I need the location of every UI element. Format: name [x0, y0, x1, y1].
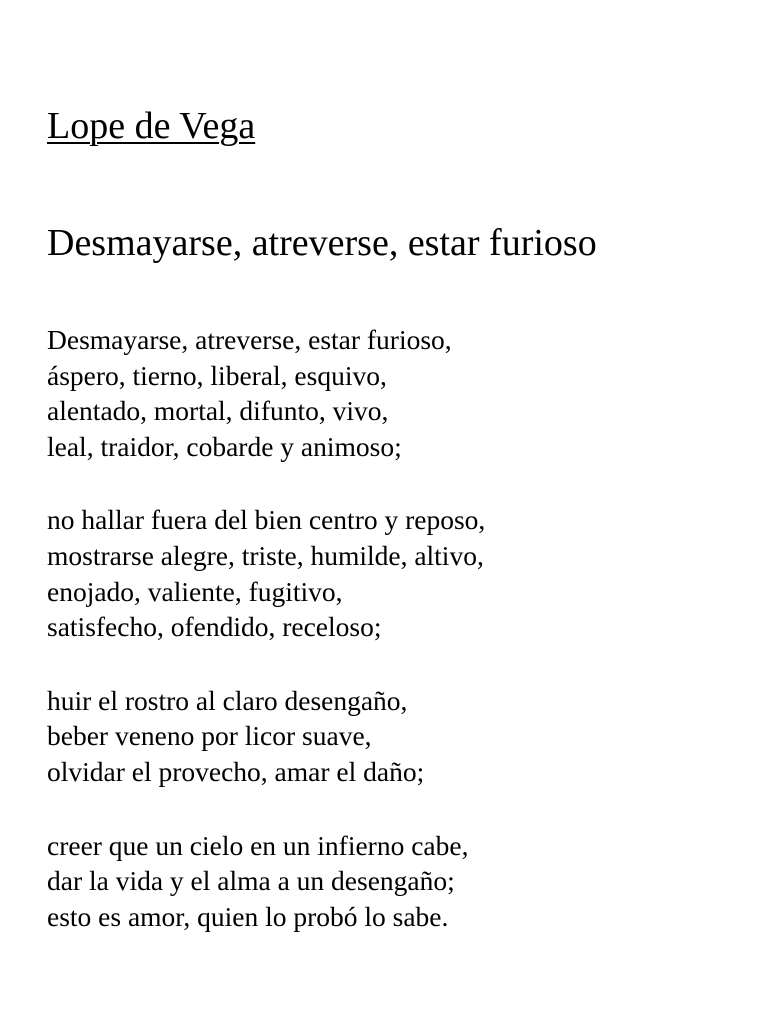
poem-line: áspero, tierno, liberal, esquivo, — [47, 359, 387, 391]
poem-line: alentado, mortal, difunto, vivo, — [47, 395, 389, 427]
stanza-1 — [47, 322, 747, 464]
poem-line: beber veneno por licor suave, — [47, 720, 372, 752]
stanza-2 — [47, 502, 747, 644]
poem-line: dar la vida y el alma a un desengaño; — [47, 865, 455, 897]
poem-line: enojado, valiente, fugitivo, — [47, 575, 343, 607]
poem-title: Desmayarse, atreverse, estar furioso — [47, 222, 597, 264]
poem-line: satisfecho, ofendido, receloso; — [47, 611, 382, 643]
poem-line: huir el rostro al claro desengaño, — [47, 684, 408, 716]
poem-line: mostrarse alegre, triste, humilde, altivo, — [47, 539, 484, 571]
author-heading: Lope de Vega — [47, 105, 256, 147]
poem-line: olvidar el provecho, amar el daño; — [47, 755, 425, 787]
stanza-4 — [47, 828, 747, 935]
poem-body — [47, 322, 747, 972]
stanza-3 — [47, 683, 747, 790]
poem-line: leal, traidor, cobarde y animoso; — [47, 430, 402, 462]
poem-line: Desmayarse, atreverse, estar furioso, — [47, 324, 452, 355]
poem-line: esto es amor, quien lo probó lo sabe. — [47, 900, 449, 932]
poem-line: no hallar fuera del bien centro y reposo, — [47, 504, 486, 536]
poem-line: creer que un cielo en un infierno cabe, — [47, 829, 469, 861]
